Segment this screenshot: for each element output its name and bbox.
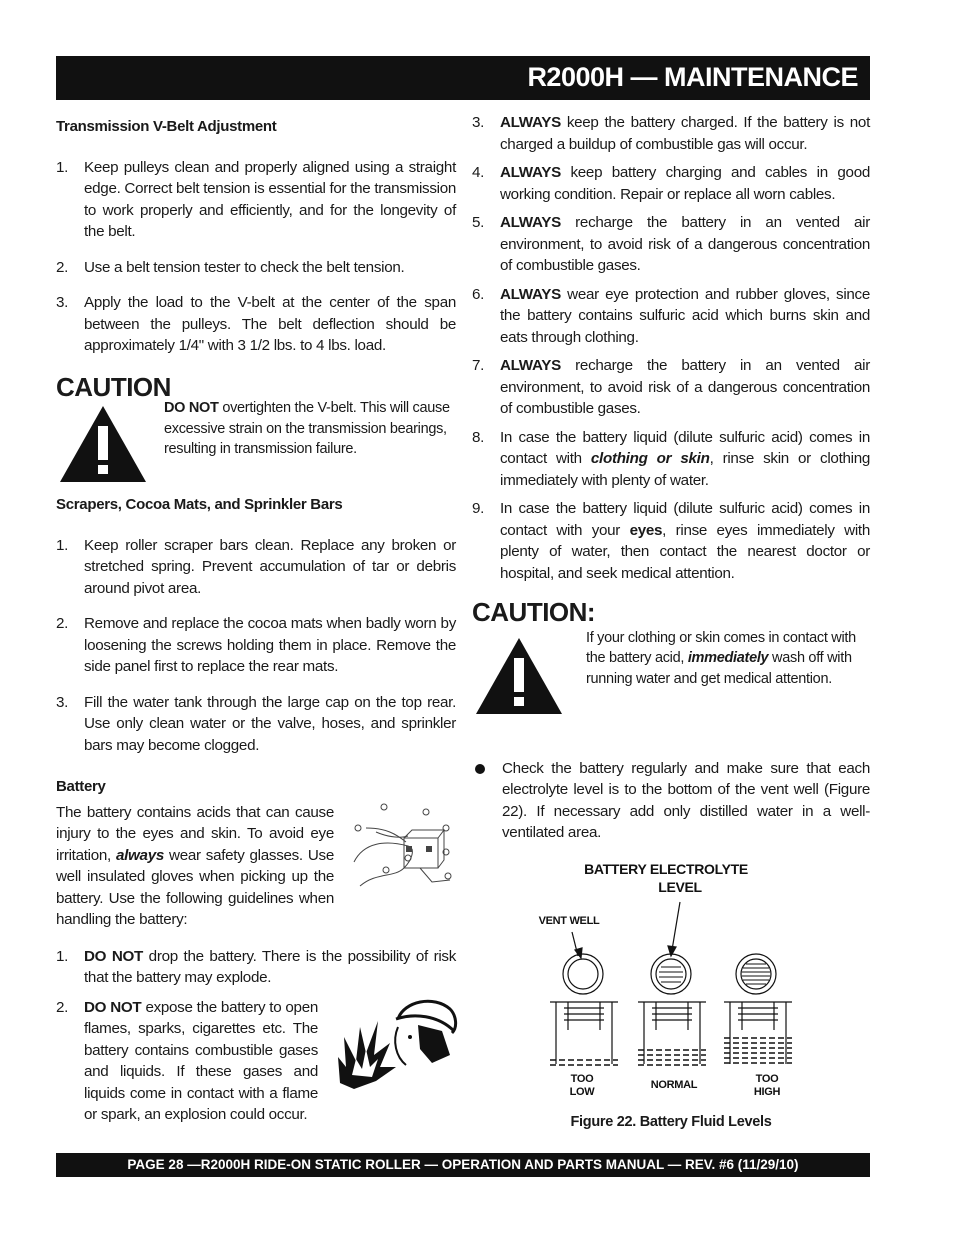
item-emphasis: clothing or skin: [590, 450, 710, 467]
item-body: , rinse eyes immediately with plenty of water, then contact the nearest doctor or hospital, and seek medical attention.: [500, 521, 870, 582]
item-number: 1.: [56, 536, 69, 554]
item-emphasis: ALWAYS: [500, 357, 561, 374]
caution-block: [56, 398, 456, 494]
battery-intro-part: The battery contains acids that can cause injury to the eyes and skin. To avoid eye irritation,: [56, 803, 334, 864]
item-text: [500, 427, 870, 492]
caution-emphasis: DO NOT: [164, 400, 219, 416]
list-item: [56, 535, 456, 600]
item-number: 6.: [472, 285, 485, 303]
item-text: [500, 355, 870, 420]
list-item: [56, 613, 456, 678]
list-item: [56, 292, 456, 357]
vbelt-heading: Transmission V-Belt Adjustment: [56, 118, 277, 135]
list-item: [56, 946, 456, 989]
item-number: 3.: [56, 294, 69, 311]
left-column: [56, 116, 456, 1127]
item-text: [84, 946, 456, 989]
item-emphasis: DO NOT: [84, 947, 144, 965]
item-body: , rinse skin or clothing immediately with plenty of water.: [500, 450, 870, 489]
item-body: keep battery charging and cables in good working condition. Repair or replace all worn cables.: [500, 164, 870, 203]
battery-intro-emphasis: always: [115, 846, 164, 864]
list-item: [56, 257, 456, 279]
list-item: [472, 112, 870, 155]
item-text: [500, 112, 870, 155]
item-number: 2.: [56, 998, 69, 1016]
list-item: [472, 212, 870, 277]
item-number: 9.: [472, 500, 485, 517]
item-emphasis: eyes: [629, 521, 663, 539]
item-number: 7.: [472, 357, 485, 374]
page-header: [56, 56, 870, 100]
page-footer: [56, 1153, 870, 1177]
page-title: R2000H — MAINTENANCE: [527, 62, 858, 92]
bullet-text: Check the battery regularly and make sure that each electrolyte level is to the bottom of the vent well (Figure 22). If necessary add only distilled water in a well-ventilated area.: [502, 759, 870, 841]
battery-heading: Battery: [56, 778, 106, 795]
battery-fluid-levels-figure: [472, 854, 870, 1114]
item-emphasis: ALWAYS: [500, 285, 561, 303]
too-low-label-2: LOW: [569, 1085, 595, 1098]
item-text: Fill the water tank through the large cap on the top rear. Use only clean water or the valve, hoses, and sprinkler bars may become clogged.: [84, 693, 456, 754]
item-number: 1.: [56, 947, 69, 965]
list-item: [472, 498, 870, 584]
item-body: expose the battery to open flames, sparks, cigarettes etc. The battery contains combustible gases and liquids. If these gases and liquids come in contact with a flame or spark, an explosion could occur.: [84, 998, 318, 1123]
vent-well-label: VENT WELL: [538, 914, 600, 927]
item-emphasis: ALWAYS: [500, 214, 561, 231]
caution-body: If your clothing or skin comes in contact with the battery acid,: [586, 629, 856, 666]
bullet-icon: [472, 758, 502, 844]
right-column: [472, 112, 870, 1133]
battery-item2-block: [56, 997, 456, 1127]
item-number: 8.: [472, 428, 485, 446]
item-body: recharge the battery in an vented air environment, to avoid risk of a dangerous concentration of combustible gases.: [500, 357, 870, 417]
caution-body: wash off with running water and get medical attention.: [586, 650, 852, 687]
item-text: Remove and replace the cocoa mats when badly worn by loosening the screws holding them in place. Remove the side panel first to replace the rear mats.: [84, 615, 456, 675]
item-number: 4.: [472, 164, 485, 181]
item-number: 3.: [56, 693, 69, 711]
caution-heading: CAUTION: [56, 371, 171, 402]
item-number: 1.: [56, 158, 69, 176]
bullet-item: [472, 758, 870, 844]
item-text: Keep roller scraper bars clean. Replace any broken or stretched spring. Prevent accumulation of tar or debris around pivot area.: [84, 536, 456, 597]
item-body: recharge the battery in an vented air environment, to avoid risk of a dangerous concentration of combustible gases.: [500, 214, 870, 274]
list-item: [472, 427, 870, 492]
explosion-face-shield-icon: [334, 997, 458, 1089]
item-emphasis: DO NOT: [84, 998, 142, 1016]
caution-text: [164, 398, 456, 460]
too-high-label-1: TOO: [755, 1072, 779, 1085]
normal-label: NORMAL: [650, 1078, 698, 1091]
item-emphasis: ALWAYS: [500, 114, 561, 131]
list-item: [472, 284, 870, 349]
list-item: [56, 692, 456, 757]
item-text: Apply the load to the V-belt at the center of the span between the pulleys. The belt deflection should be approximately 1/4" with 3 1/2 lbs. to 4 lbs. load.: [84, 294, 456, 354]
list-item: [56, 157, 456, 243]
list-item: [472, 162, 870, 205]
too-low-label-1: TOO: [570, 1072, 594, 1085]
figure-title-line1: BATTERY ELECTROLYTE: [584, 860, 748, 877]
warning-triangle-icon: [474, 636, 564, 716]
battery-intro-block: [56, 802, 456, 930]
warning-triangle-icon: [58, 404, 148, 484]
item-text: Keep pulleys clean and properly aligned using a straight edge. Correct belt tension is essential for the transmission to work properly and efficiently, and for the longevity of the belt.: [84, 158, 457, 240]
battery-diagram-icon: [346, 802, 458, 894]
item-text: [500, 284, 870, 349]
battery-intro-part: wear safety glasses. Use well insulated gloves when picking up the battery. Use the following guidelines when handling the battery:: [56, 846, 334, 928]
item-text: [84, 997, 318, 1126]
item-text: [500, 498, 870, 584]
footer-text: PAGE 28 —R2000H RIDE-ON STATIC ROLLER — OPERATION AND PARTS MANUAL — REV. #6 (11/29/10): [127, 1157, 799, 1172]
item-text: Use a belt tension tester to check the belt tension.: [84, 258, 405, 276]
too-high-label-2: HIGH: [753, 1085, 781, 1098]
figure-title-line2: LEVEL: [658, 878, 702, 895]
caution-body: overtighten the V-belt. This will cause excessive strain on the transmission bearings, resulting in transmission failure.: [164, 400, 450, 457]
list-item: [472, 355, 870, 420]
figure-caption: Figure 22. Battery Fluid Levels: [570, 1113, 772, 1130]
scrapers-heading: Scrapers, Cocoa Mats, and Sprinkler Bars: [56, 496, 343, 513]
caution-heading: CAUTION:: [472, 597, 596, 627]
item-text: [500, 162, 870, 205]
item-body: In case the battery liquid (dilute sulfuric acid) comes in contact with your: [500, 500, 870, 539]
item-number: 2.: [56, 258, 69, 276]
item-text: [500, 212, 870, 277]
item-body: wear eye protection and rubber gloves, since the battery contains sulfuric acid which burns skin and eats through clothing.: [500, 285, 870, 346]
item-number: 5.: [472, 214, 485, 231]
item-emphasis: ALWAYS: [500, 164, 561, 181]
item-body: keep the battery charged. If the battery is not charged a buildup of combustible gas will occur.: [500, 114, 870, 153]
list-item: [56, 997, 318, 1126]
item-body: In case the battery liquid (dilute sulfuric acid) comes in contact with: [500, 428, 870, 467]
item-number: 3.: [472, 114, 485, 131]
caution-emphasis: immediately: [687, 650, 769, 666]
caution-text: [586, 628, 870, 690]
caution-block: [472, 624, 870, 758]
item-body: drop the battery. There is the possibility of risk that the battery may explode.: [84, 947, 457, 986]
battery-intro: [56, 802, 334, 931]
item-number: 2.: [56, 615, 69, 632]
